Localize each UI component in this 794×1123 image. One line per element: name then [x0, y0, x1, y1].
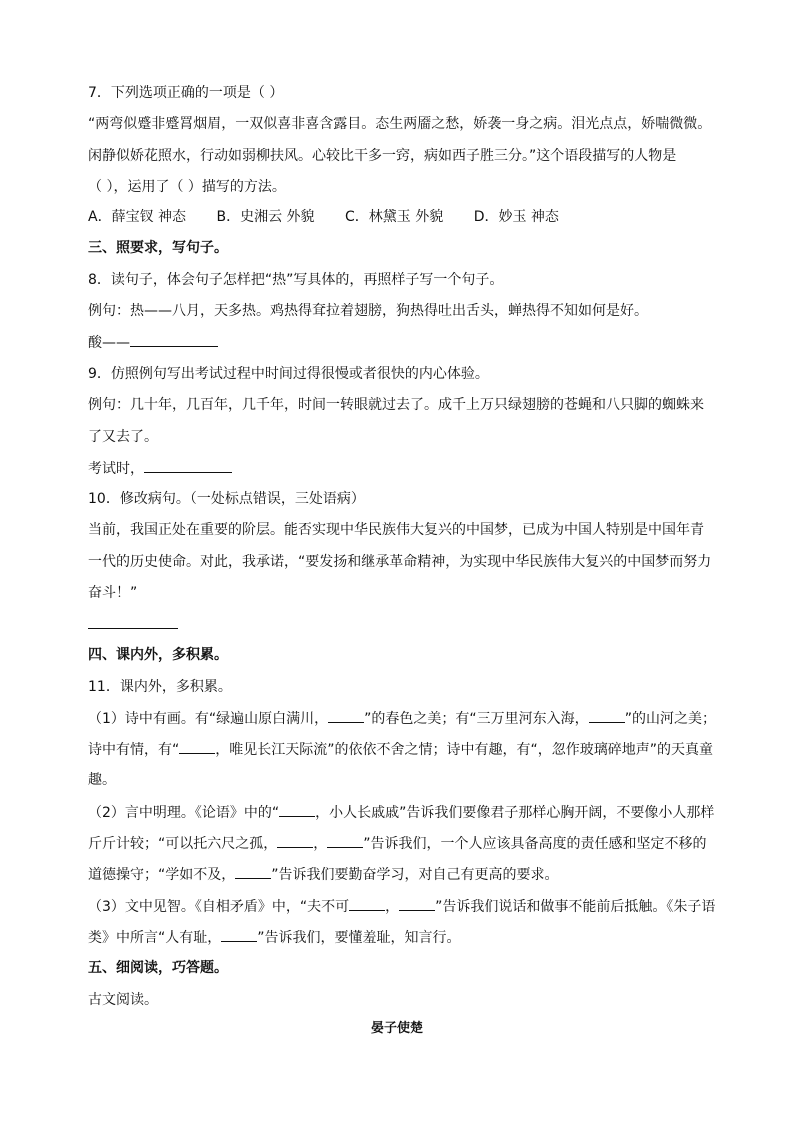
- question-10-text-line-3: 奋斗！”: [88, 585, 138, 601]
- blank[interactable]: [328, 708, 364, 723]
- question-11-part-3-line-1: （3）文中见智。《自相矛盾》中，“夫不可 ， ”告诉我们说话和做事不能前后抵触。《朱子语: [88, 896, 728, 917]
- question-11-part-2-line-1: （2）言中明理。《论语》中的“ ，小人长戚戚”告诉我们要像君子那样心胸开阔，不要像小人那样: [88, 802, 728, 823]
- question-10-text-line-1: 当前，我国正处在重要的阶层。能否实现中华民族伟大复兴的中国梦，已成为中国人特别是中国年青: [88, 522, 704, 538]
- question-10-stem: 10．修改病句。（一处标点错误，三处语病）: [88, 491, 365, 507]
- question-7-stem: 7．下列选项正确的一项是（ ）: [88, 85, 284, 101]
- question-9-example-line-2: 了又去了。: [88, 429, 158, 445]
- blank[interactable]: [179, 739, 215, 754]
- reading-passage-title: 晏子使楚: [370, 1021, 423, 1036]
- blank[interactable]: [399, 896, 435, 911]
- question-8-answer-prefix: 酸——: [88, 335, 130, 351]
- question-11-part-1-line-2: 诗中有情，有“ ，唯见长江天际流”的依依不舍之情；诗中有趣，有“，忽作玻璃碎地声”的天真童: [88, 739, 728, 760]
- question-7-passage-line-1: “两弯似蹙非蹙罥烟眉，一双似喜非喜含露目。态生两靥之愁，娇袭一身之病。泪光点点，娇喘微微。: [88, 116, 712, 132]
- question-8-example: 例句：热——八月，天多热。鸡热得耷拉着翅膀，狗热得吐出舌头，蝉热得不知如何是好。: [88, 303, 648, 319]
- option-a[interactable]: A．薛宝钗 神态: [88, 209, 187, 225]
- section-3-heading: 三、照要求，写句子。: [88, 240, 228, 256]
- question-10-text-line-2: 一代的历史使命。对此，我承诺，“要发扬和继承革命精神，为实现中华民族伟大复兴的中国梦而努力: [88, 554, 712, 570]
- blank[interactable]: [349, 896, 385, 911]
- question-9-stem: 9．仿照例句写出考试过程中时间过得很慢或者很快的内心体验。: [88, 366, 489, 382]
- blank[interactable]: [589, 708, 625, 723]
- question-9-example-line-1: 例句：几十年，几百年，几千年，时间一转眼就过去了。成千上万只绿翅膀的苍蝇和八只脚的蜘蛛来: [88, 397, 704, 413]
- option-b[interactable]: B．史湘云 外貌: [216, 209, 315, 225]
- question-9-answer-prefix: 考试时，: [88, 461, 144, 477]
- blank[interactable]: [235, 864, 271, 879]
- section-4-heading: 四、课内外，多积累。: [88, 647, 228, 663]
- blank[interactable]: [279, 802, 315, 817]
- blank[interactable]: [277, 833, 313, 848]
- question-11-stem: 11．课内外，多积累。: [88, 679, 232, 695]
- question-11-part-2-line-3: 道德操守；“学如不及， ”告诉我们要勤奋学习，对自己有更高的要求。: [88, 864, 728, 885]
- question-7-options: [88, 207, 728, 227]
- question-8-stem: 8．读句子，体会句子怎样把“热”写具体的，再照样子写一个句子。: [88, 272, 504, 288]
- blank[interactable]: [327, 833, 363, 848]
- question-11-part-1-line-1: （1）诗中有画。有“绿遍山原白满川， ”的春色之美；有“三万里河东入海， ”的山河之美；: [88, 708, 728, 729]
- question-10-answer-blank[interactable]: [88, 628, 178, 629]
- question-7-passage-line-2: 闲静似娇花照水，行动如弱柳扶风。心较比干多一窍，病如西子胜三分。”这个语段描写的人物是: [88, 148, 677, 164]
- question-7-passage-line-3: （ ），运用了（ ）描写的方法。: [88, 179, 286, 195]
- question-11-part-3-line-2: 类》中所言“人有耻， ”告诉我们，要懂羞耻，知言行。: [88, 927, 728, 948]
- question-9-answer-blank[interactable]: [144, 458, 232, 473]
- question-11-part-2-line-2: 斤斤计较；“可以托六尺之孤， ， ”告诉我们，一个人应该具备高度的责任感和坚定不移的: [88, 833, 728, 854]
- question-8-answer: [88, 332, 728, 353]
- option-c[interactable]: C．林黛玉 外貌: [345, 209, 444, 225]
- section-5-heading: 五、细阅读，巧答题。: [88, 960, 228, 976]
- option-d[interactable]: D．妙玉 神态: [473, 209, 559, 225]
- reading-intro: 古文阅读。: [88, 992, 158, 1008]
- question-8-answer-blank[interactable]: [130, 332, 218, 347]
- blank[interactable]: [221, 927, 257, 942]
- question-11-part-1-line-3: 趣。: [88, 772, 116, 788]
- question-9-answer: [88, 458, 728, 479]
